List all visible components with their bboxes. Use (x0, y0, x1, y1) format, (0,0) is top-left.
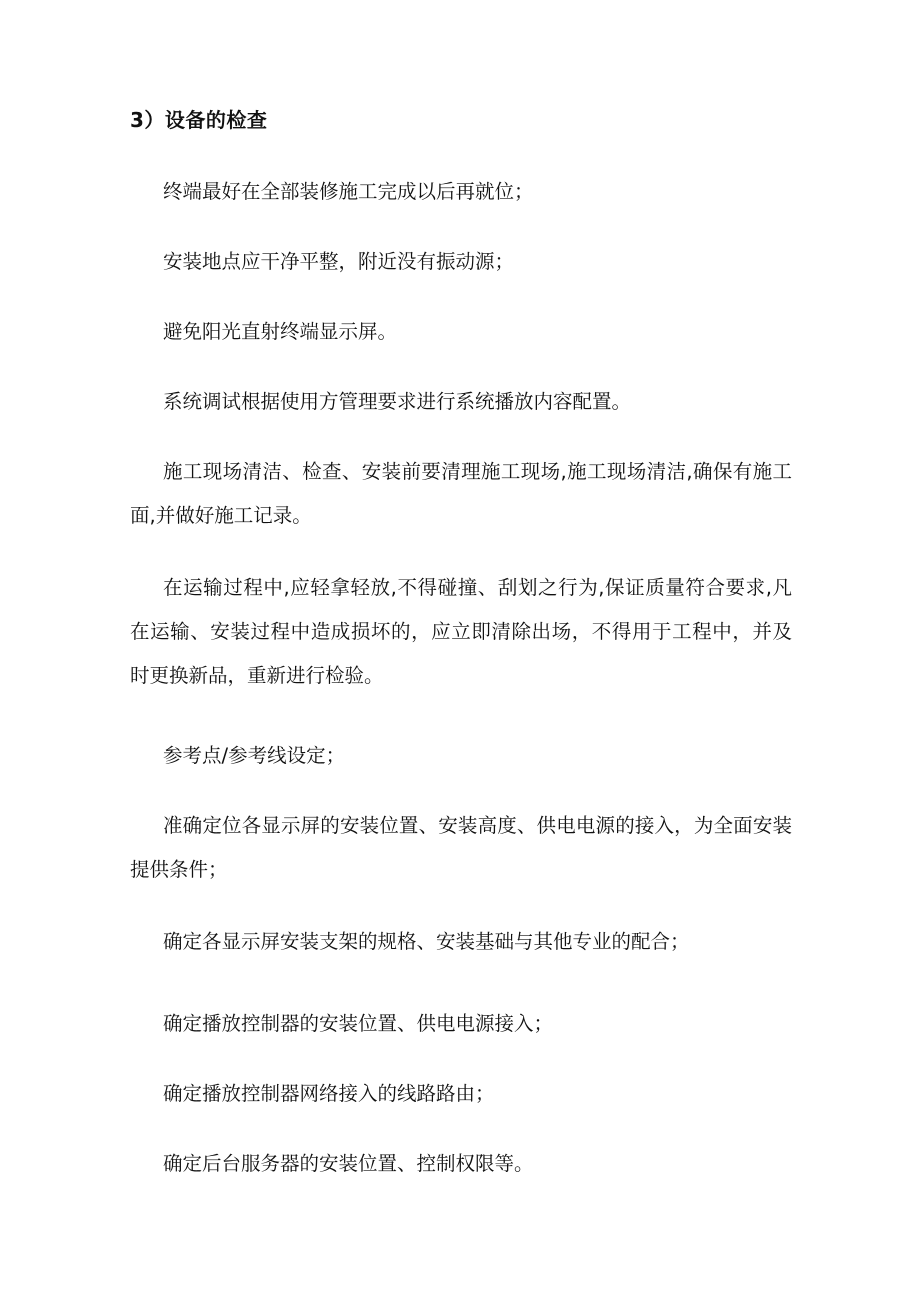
paragraph-controller-network: 确定播放控制器网络接入的线路路由； (163, 1082, 495, 1105)
paragraph-server-position: 确定后台服务器的安装位置、控制权限等。 (163, 1152, 534, 1175)
paragraph-screen-positioning: 准确定位各显示屏的安装位置、安装高度、供电电源的接入，为全面安装提供条件； (130, 814, 792, 881)
section-heading: 3）设备的检查 (130, 108, 268, 132)
paragraph-avoid-sunlight: 避免阳光直射终端显示屏。 (163, 320, 398, 343)
paragraph-site-cleaning: 施工现场清洁、检查、安装前要清理施工现场,施工现场清洁,确保有施工面,并做好施工记录。 (130, 460, 792, 527)
paragraph-bracket-spec: 确定各显示屏安装支架的规格、安装基础与其他专业的配合； (163, 930, 690, 953)
paragraph-terminal-placement: 终端最好在全部装修施工完成以后再就位； (163, 180, 534, 203)
paragraph-transport: 在运输过程中,应轻拿轻放,不得碰撞、刮划之行为,保证质量符合要求,凡在运输、安装过程中造成损坏的，应立即清除出场，不得用于工程中，并及时更换新品，重新进行检验。 (130, 576, 792, 687)
paragraph-system-debug: 系统调试根据使用方管理要求进行系统播放内容配置。 (163, 390, 632, 413)
paragraph-reference-point: 参考点/参考线设定； (163, 744, 346, 767)
paragraph-controller-position: 确定播放控制器的安装位置、供电电源接入； (163, 1012, 554, 1035)
paragraph-install-site: 安装地点应干净平整，附近没有振动源； (163, 250, 515, 273)
